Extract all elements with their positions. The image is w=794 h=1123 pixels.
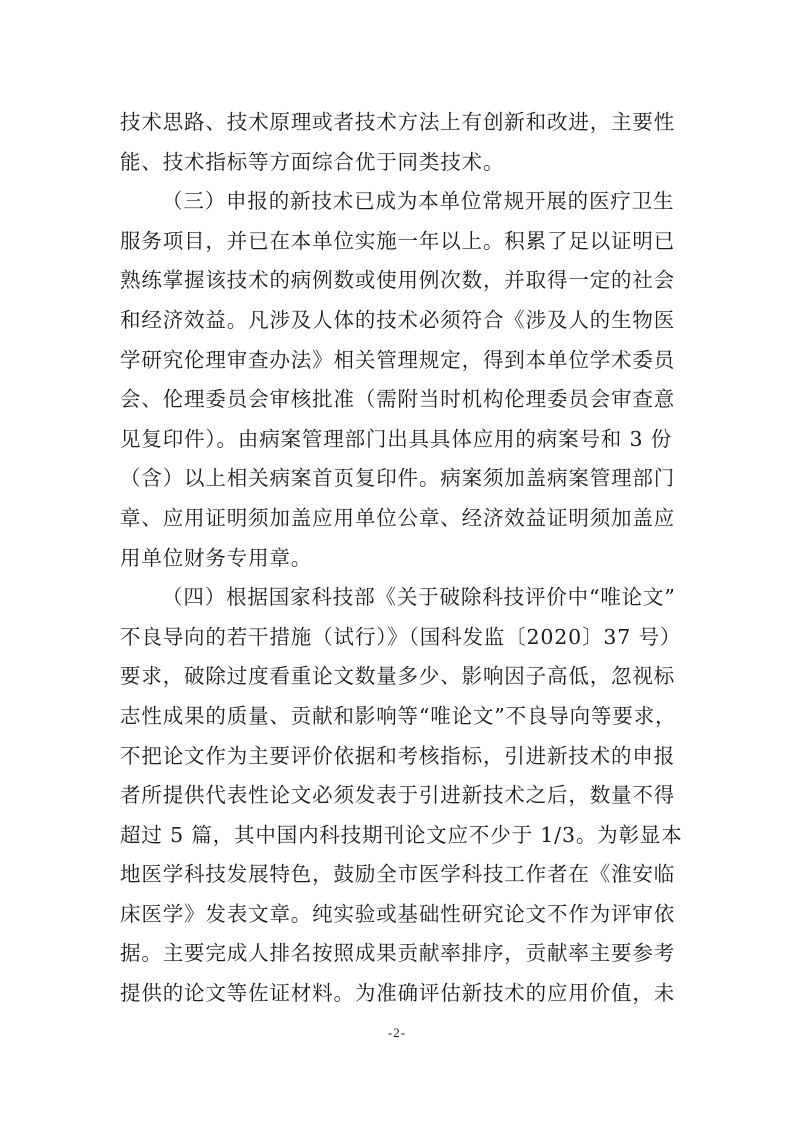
text-line: 地医学科技发展特色，鼓励全市医学科技工作者在《淮安临 bbox=[120, 862, 676, 887]
body-text bbox=[120, 103, 683, 1014]
text-line: （含）以上相关病案首页复印件。病案须加盖病案管理部门 bbox=[120, 466, 676, 491]
page-number: -2- bbox=[387, 1025, 407, 1040]
text-line: 据。主要完成人排名按照成果贡献率排序，贡献率主要参考 bbox=[120, 941, 676, 966]
text-line: 者所提供代表性论文必须发表于引进新技术之后，数量不得 bbox=[120, 783, 676, 808]
text-line: 志性成果的质量、贡献和影响等“唯论文”不良导向等要求， bbox=[120, 703, 677, 728]
text-line: 熟练掌握该技术的病例数或使用例次数，并取得一定的社会 bbox=[120, 268, 676, 293]
paragraph-start-line: （四）根据国家科技部《关于破除科技评价中“唯论文” bbox=[162, 585, 676, 610]
text-line: 会、伦理委员会审核批准（需附当时机构伦理委员会审查意 bbox=[120, 387, 676, 412]
text-line: 能、技术指标等方面综合优于同类技术。 bbox=[120, 149, 505, 174]
text-line: 提供的论文等佐证材料。为准确评估新技术的应用价值，未 bbox=[120, 981, 676, 1006]
text-line: 和经济效益。凡涉及人体的技术必须符合《涉及人的生物医 bbox=[120, 307, 676, 332]
text-line: 技术思路、技术原理或者技术方法上有创新和改进，主要性 bbox=[120, 110, 676, 134]
text-line: 见复印件）。由病案管理部门出具具体应用的病案号和 3 份 bbox=[120, 426, 673, 451]
text-line: 章、应用证明须加盖应用单位公章、经济效益证明须加盖应 bbox=[120, 505, 676, 530]
text-line: 不良导向的若干措施（试行）》（国科发监〔2020〕37 号） bbox=[120, 624, 682, 649]
text-line: 床医学》发表文章。纯实验或基础性研究论文不作为评审依 bbox=[120, 901, 676, 926]
text-line: 学研究伦理审查办法》相关管理规定，得到本单位学术委员 bbox=[120, 347, 676, 372]
paragraph-start-line: （三）申报的新技术已成为本单位常规开展的医疗卫生 bbox=[162, 189, 675, 214]
text-line: 超过 5 篇，其中国内科技期刊论文应不少于 1/3。为彰显本 bbox=[120, 822, 683, 847]
text-line: 要求，破除过度看重论文数量多少、影响因子高低，忽视标 bbox=[120, 664, 676, 689]
text-line: 用单位财务专用章。 bbox=[120, 545, 313, 570]
text-line: 不把论文作为主要评价依据和考核指标，引进新技术的申报 bbox=[120, 743, 676, 768]
text-line: 服务项目，并已在本单位实施一年以上。积累了足以证明已 bbox=[120, 228, 676, 253]
